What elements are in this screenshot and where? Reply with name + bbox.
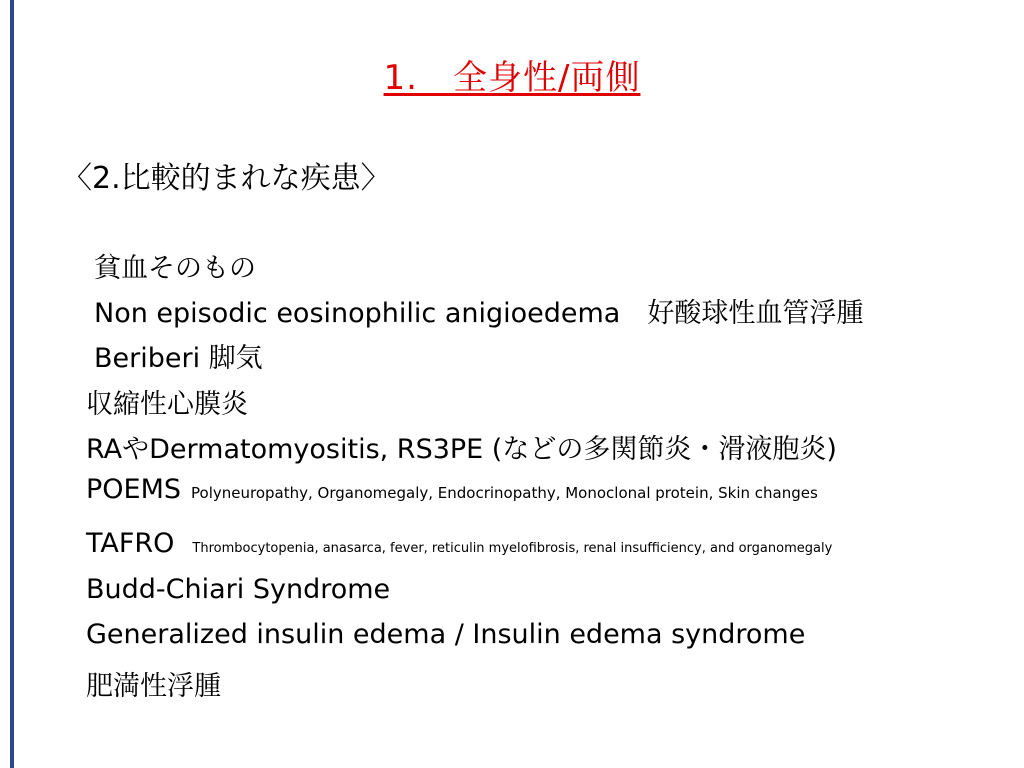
item-text: Budd-Chiari Syndrome — [86, 574, 391, 605]
item-detail: Polyneuropathy, Organomegaly, Endocrinopathy, Monoclonal protein, Skin changes — [191, 484, 818, 502]
item-text: Beriberi 脚気 — [94, 343, 263, 374]
list-item — [86, 619, 805, 650]
list-item — [94, 246, 256, 285]
list-item — [86, 574, 390, 605]
item-text: TAFRO — [86, 528, 175, 559]
item-detail: Thrombocytopenia, anasarca, fever, reticulin myelofibrosis, renal insufficiency, and organomegaly — [192, 541, 833, 556]
list-item — [86, 528, 832, 559]
list-item — [86, 474, 818, 505]
list-item — [94, 336, 263, 375]
item-text: 肥満性浮腫 — [86, 671, 221, 702]
slide-title: 1. 全身性/両側 — [383, 58, 641, 98]
slide-left-border — [10, 0, 14, 768]
item-text: Generalized insulin edema / Insulin edema syndrome — [86, 619, 806, 650]
list-item — [86, 664, 221, 703]
item-text: 収縮性心膜炎 — [86, 389, 248, 420]
list-item — [86, 382, 248, 421]
list-item — [94, 291, 863, 330]
item-text: RAやDermatomyositis, RS3PE (などの多関節炎・滑液胞炎) — [86, 434, 837, 465]
list-item — [86, 427, 837, 466]
item-text: Non episodic eosinophilic anigioedema 好酸球性血管浮腫 — [94, 298, 864, 329]
section-heading: 〈2.比較的まれな疾患〉 — [62, 161, 391, 196]
item-text: 貧血そのもの — [94, 253, 256, 284]
item-text: POEMS — [86, 474, 182, 505]
